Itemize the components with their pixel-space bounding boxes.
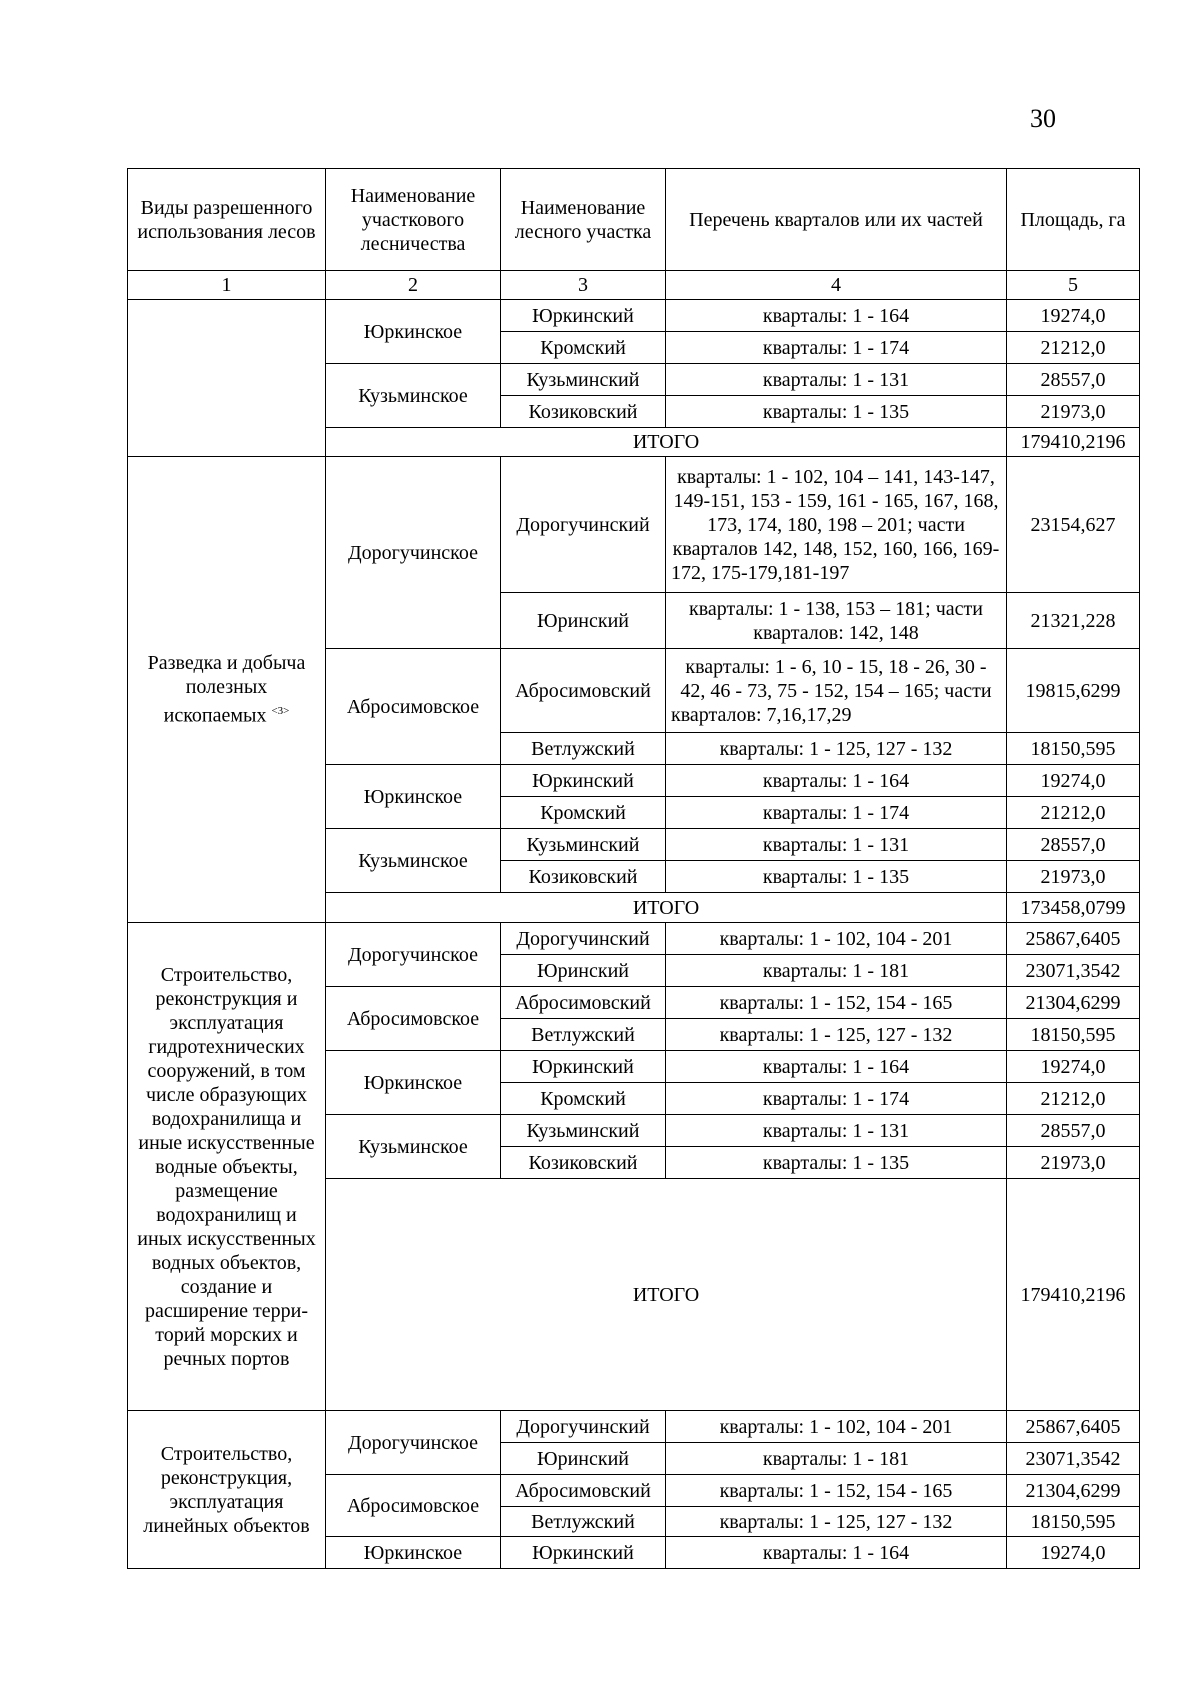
- header-district: Наименование участкового лесничества: [326, 169, 501, 271]
- plot-cell: Дорогучинский: [501, 923, 666, 955]
- district-cell: Кузьминское: [326, 364, 501, 428]
- plot-cell: Козиковский: [501, 1147, 666, 1179]
- quarters-cell: кварталы: 1 - 102, 104 - 201: [666, 923, 1007, 955]
- quarters-cell: кварталы: 1 - 135: [666, 396, 1007, 428]
- col-number: 1: [128, 271, 326, 300]
- header-quarters: Перечень кварталов или их частей: [666, 169, 1007, 271]
- total-area: 179410,2196: [1007, 428, 1140, 457]
- district-cell: Кузьминское: [326, 1115, 501, 1179]
- quarters-cell: кварталы: 1 - 125, 127 - 132: [666, 1019, 1007, 1051]
- header-area: Площадь, га: [1007, 169, 1140, 271]
- district-cell: Кузьминское: [326, 829, 501, 893]
- col-number: 2: [326, 271, 501, 300]
- district-cell: Абросимовское: [326, 987, 501, 1051]
- total-area: 173458,0799: [1007, 893, 1140, 923]
- district-cell: Юркинское: [326, 1051, 501, 1115]
- district-cell: Юркинское: [326, 300, 501, 364]
- area-cell: 25867,6405: [1007, 923, 1140, 955]
- quarters-cell: кварталы: 1 - 152, 154 - 165: [666, 1475, 1007, 1507]
- plot-cell: Абросимовский: [501, 987, 666, 1019]
- plot-cell: Юринский: [501, 593, 666, 649]
- area-cell: 21212,0: [1007, 1083, 1140, 1115]
- quarters-cell: кварталы: 1 - 152, 154 - 165: [666, 987, 1007, 1019]
- quarters-cell: кварталы: 1 - 125, 127 - 132: [666, 733, 1007, 765]
- page-number: 30: [1030, 104, 1056, 133]
- area-cell: 28557,0: [1007, 829, 1140, 861]
- district-cell: Абросимовское: [326, 649, 501, 765]
- plot-cell: Ветлужский: [501, 1019, 666, 1051]
- quarters-cell: кварталы: 1 - 164: [666, 1537, 1007, 1569]
- quarters-cell: кварталы: 1 - 131: [666, 829, 1007, 861]
- table-row: [128, 300, 1140, 332]
- area-cell: 21973,0: [1007, 1147, 1140, 1179]
- area-cell: 19274,0: [1007, 300, 1140, 332]
- header-use-type: Виды разрешенного использования лесов: [128, 169, 326, 271]
- quarters-cell: кварталы: 1 - 6, 10 - 15, 18 - 26, 30 - 42, 46 - 73, 75 - 152, 154 – 165; части кварталов: 7,16,17,29: [666, 649, 1007, 733]
- total-label: ИТОГО: [326, 893, 1007, 923]
- quarters-cell: кварталы: 1 - 174: [666, 1083, 1007, 1115]
- quarters-cell: кварталы: 1 - 135: [666, 861, 1007, 893]
- plot-cell: Дорогучинский: [501, 1411, 666, 1443]
- use-type-cell: [128, 457, 326, 923]
- table-row: [128, 1411, 1140, 1443]
- area-cell: 21973,0: [1007, 396, 1140, 428]
- district-cell: Дорогучинское: [326, 457, 501, 649]
- area-cell: 21304,6299: [1007, 1475, 1140, 1507]
- area-cell: 19274,0: [1007, 1051, 1140, 1083]
- quarters-cell: кварталы: 1 - 174: [666, 332, 1007, 364]
- column-number-row: [128, 271, 1140, 300]
- area-cell: 21973,0: [1007, 861, 1140, 893]
- plot-cell: Кромский: [501, 797, 666, 829]
- plot-cell: Юринский: [501, 955, 666, 987]
- district-cell: Юркинское: [326, 765, 501, 829]
- quarters-cell: кварталы: 1 - 131: [666, 1115, 1007, 1147]
- area-cell: 28557,0: [1007, 1115, 1140, 1147]
- area-cell: 18150,595: [1007, 1019, 1140, 1051]
- quarters-cell: кварталы: 1 - 164: [666, 765, 1007, 797]
- district-cell: Абросимовское: [326, 1475, 501, 1537]
- plot-cell: Ветлужский: [501, 1507, 666, 1537]
- quarters-cell: кварталы: 1 - 102, 104 – 141, 143-147, 149-151, 153 - 159, 161 - 165, 167, 168, 173, 174, 180, 198 – 201; части кварталов 142, 148, 152, 160, 166, 169-172, 175-179,181-197: [666, 457, 1007, 593]
- area-cell: 19274,0: [1007, 1537, 1140, 1569]
- total-label: ИТОГО: [326, 1179, 1007, 1411]
- area-cell: 18150,595: [1007, 1507, 1140, 1537]
- area-cell: 19815,6299: [1007, 649, 1140, 733]
- quarters-cell: кварталы: 1 - 102, 104 - 201: [666, 1411, 1007, 1443]
- quarters-cell: кварталы: 1 - 181: [666, 1443, 1007, 1475]
- area-cell: 21321,228: [1007, 593, 1140, 649]
- plot-cell: Ветлужский: [501, 733, 666, 765]
- use-type-cell: Строительство, реконструкция, эксплуатация линейных объектов: [128, 1411, 326, 1569]
- col-number: 5: [1007, 271, 1140, 300]
- district-cell: Дорогучинское: [326, 923, 501, 987]
- quarters-cell: кварталы: 1 - 135: [666, 1147, 1007, 1179]
- area-cell: 19274,0: [1007, 765, 1140, 797]
- plot-cell: Дорогучинский: [501, 457, 666, 593]
- plot-cell: Абросимовский: [501, 649, 666, 733]
- area-cell: 18150,595: [1007, 733, 1140, 765]
- district-cell: Юркинское: [326, 1537, 501, 1569]
- header-plot: Наименование лесного участка: [501, 169, 666, 271]
- quarters-cell: кварталы: 1 - 138, 153 – 181; части кварталов: 142, 148: [666, 593, 1007, 649]
- area-cell: 23071,3542: [1007, 955, 1140, 987]
- plot-cell: Кузьминский: [501, 829, 666, 861]
- plot-cell: Кузьминский: [501, 364, 666, 396]
- area-cell: 23071,3542: [1007, 1443, 1140, 1475]
- plot-cell: Юркинский: [501, 300, 666, 332]
- area-cell: 23154,627: [1007, 457, 1140, 593]
- use-type-text: Разведка и добыча полезных ископаемых: [147, 652, 306, 727]
- plot-cell: Кузьминский: [501, 1115, 666, 1147]
- quarters-cell: кварталы: 1 - 181: [666, 955, 1007, 987]
- plot-cell: Юркинский: [501, 765, 666, 797]
- plot-cell: Юркинский: [501, 1051, 666, 1083]
- plot-cell: Козиковский: [501, 396, 666, 428]
- use-type-cell: [128, 300, 326, 457]
- plot-cell: Кромский: [501, 332, 666, 364]
- total-area: 179410,2196: [1007, 1179, 1140, 1411]
- area-cell: 21212,0: [1007, 797, 1140, 829]
- quarters-cell: кварталы: 1 - 164: [666, 1051, 1007, 1083]
- col-number: 4: [666, 271, 1007, 300]
- quarters-cell: кварталы: 1 - 174: [666, 797, 1007, 829]
- quarters-cell: кварталы: 1 - 125, 127 - 132: [666, 1507, 1007, 1537]
- footnote-ref: <3>: [271, 705, 290, 718]
- quarters-cell: кварталы: 1 - 164: [666, 300, 1007, 332]
- area-cell: 28557,0: [1007, 364, 1140, 396]
- area-cell: 25867,6405: [1007, 1411, 1140, 1443]
- plot-cell: Кромский: [501, 1083, 666, 1115]
- plot-cell: Юринский: [501, 1443, 666, 1475]
- quarters-cell: кварталы: 1 - 131: [666, 364, 1007, 396]
- plot-cell: Юркинский: [501, 1537, 666, 1569]
- table-row: [128, 923, 1140, 955]
- plot-cell: Абросимовский: [501, 1475, 666, 1507]
- total-label: ИТОГО: [326, 428, 1007, 457]
- plot-cell: Козиковский: [501, 861, 666, 893]
- use-type-cell: Строительство, реконструкция и эксплуатация гидротехнических сооружений, в том числе образующих водохранилища и иные искусственные водные объекты, размещение водохранилищ и иных искусственных водных объектов, создание и расширение терри-торий морских и речных портов: [128, 923, 326, 1411]
- district-cell: Дорогучинское: [326, 1411, 501, 1475]
- area-cell: 21212,0: [1007, 332, 1140, 364]
- area-cell: 21304,6299: [1007, 987, 1140, 1019]
- forest-use-table: [127, 168, 1140, 1569]
- col-number: 3: [501, 271, 666, 300]
- table-header-row: [128, 169, 1140, 271]
- table-row: [128, 457, 1140, 593]
